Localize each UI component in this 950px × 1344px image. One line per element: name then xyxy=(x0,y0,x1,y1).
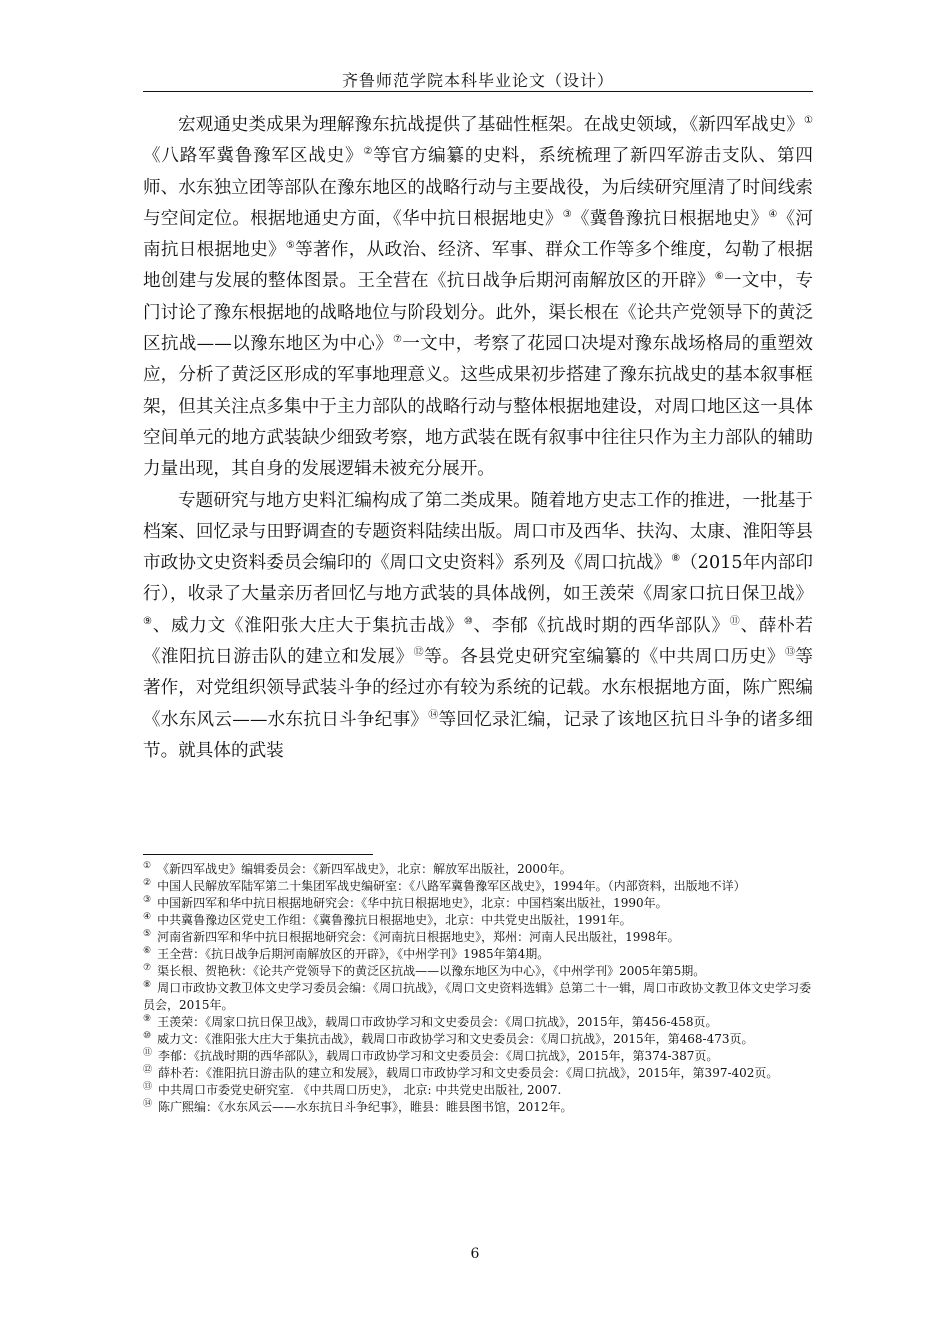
footnote-mark: ⑬ xyxy=(143,1082,153,1092)
footnote xyxy=(143,1099,813,1116)
header-divider xyxy=(143,91,813,92)
footnote xyxy=(143,1082,813,1099)
paragraph-text: （2015年内部印行），收录了大量亲历者回忆与地方武装的具体战例，如王羡荣《周家口抗日保卫战》 xyxy=(143,553,813,605)
footnote-reference: ⑬ xyxy=(784,647,796,659)
paragraph-text: 《冀鲁豫抗日根据地史》 xyxy=(571,208,769,229)
footnote-text: 中国新四军和华中抗日根据地研究会：《华中抗日根据地史》，北京：中国档案出版社，1990年。 xyxy=(157,896,668,910)
footnote xyxy=(143,1014,813,1031)
footnote-text: 中共周口市委党史研究室. 《中共周口历史》， 北京: 中共党史出版社, 2007. xyxy=(158,1083,562,1097)
footnote-text: 《新四军战史》编辑委员会：《新四军战史》，北京：解放军出版社，2000年。 xyxy=(157,862,572,876)
footnote xyxy=(143,1048,813,1065)
footnote-mark: ⑥ xyxy=(143,946,152,956)
footnote-text: 李郁：《抗战时期的西华部队》，载周口市政协学习和文史委员会：《周口抗战》，2015年，第374-387页。 xyxy=(158,1049,719,1063)
footnote-text: 中共冀鲁豫边区党史工作组：《冀鲁豫抗日根据地史》，北京：中共党史出版社，1991年。 xyxy=(157,913,632,927)
footnote-reference: ⑩ xyxy=(463,615,474,627)
paragraph xyxy=(143,486,813,768)
footnote-text: 王羡荣：《周家口抗日保卫战》，载周口市政协学习和文史委员会：《周口抗战》，2015年，第456-458页。 xyxy=(157,1015,718,1029)
footnote-text: 渠长根、贺艳秋：《论共产党领导下的黄泛区抗战——以豫东地区为中心》，《中州学刊》2005年第5期。 xyxy=(157,964,706,978)
footnote xyxy=(143,895,813,912)
paragraph xyxy=(143,110,813,486)
footnote-mark: ⑤ xyxy=(143,929,152,939)
footnote-text: 威力文：《淮阳张大庄大于集抗击战》，载周口市政协学习和文史委员会：《周口抗战》，2015年，第468-473页。 xyxy=(157,1032,754,1046)
footnote-mark: ⑭ xyxy=(143,1099,153,1109)
footnote-mark: ⑧ xyxy=(143,980,152,990)
footnote-mark: ⑩ xyxy=(143,1031,152,1041)
footnote-mark: ⑫ xyxy=(143,1065,153,1075)
footnote xyxy=(143,980,813,1014)
page-number: 6 xyxy=(470,1246,480,1262)
page-header: 齐鲁师范学院本科毕业论文（设计） xyxy=(341,71,614,90)
footnote xyxy=(143,1065,813,1082)
paragraph-text: 《河南抗日根据地史》 xyxy=(143,208,813,261)
paragraph-text: 等官方编纂的史料，系统梳理了新四军游击支队、第四师、水东独立团等部队在豫东地区的战略行动与主要战役，为后续研究厘清了时间线索与空间定位。根据地通史方面，《华中抗日根据地史》 xyxy=(143,146,813,229)
footnote-text: 陈广熙编：《水东风云——水东抗日斗争纪事》，睢县：睢县图书馆，2012年。 xyxy=(158,1100,573,1114)
footnote-mark: ③ xyxy=(143,895,152,905)
footnote-mark: ⑨ xyxy=(143,1014,152,1024)
paragraph-text: 等回忆录汇编，记录了该地区抗日斗争的诸多细节。就具体的武装 xyxy=(143,709,813,761)
footnote-mark: ② xyxy=(143,878,152,888)
paragraph-text: 等。各县党史研究室编纂的《中共周口历史》 xyxy=(424,647,785,668)
footnote-reference: ① xyxy=(804,115,813,127)
footnote-mark: ① xyxy=(143,861,152,871)
footnote-text: 中国人民解放军陆军第二十集团军战史编研室：《八路军冀鲁豫军区战史》，1994年。（内部资料，出版地不详） xyxy=(157,879,746,893)
footnote-reference: ⑦ xyxy=(392,334,403,346)
footnote-divider xyxy=(143,854,373,855)
footnote-text: 周口市政协文教卫体文史学习委员会编：《周口抗战》，《周口文史资料选辑》总第二十一辑，周口市政协文教卫体文史学习委员会，2015年。 xyxy=(143,981,812,1012)
paragraph-text: 专题研究与地方史料汇编构成了第二类成果。随着地方史志工作的推进，一批基于档案、回忆录与田野调查的专题资料陆续出版。周口市及西华、扶沟、太康、淮阳等县市政协文史资料委员会编印的《周口文史资料》系列及《周口抗战》 xyxy=(143,490,813,574)
footnotes xyxy=(143,861,813,1116)
footnote xyxy=(143,878,813,895)
footnote-reference: ④ xyxy=(768,209,778,221)
footnote-mark: ④ xyxy=(143,912,152,922)
paragraph-text: 、薛朴若《淮阳抗日游击队的建立和发展》 xyxy=(143,615,814,668)
footnote-text: 薛朴若：《淮阳抗日游击队的建立和发展》，载周口市政协学习和文史委员会：《周口抗战》，2015年，第397-402页。 xyxy=(158,1066,779,1080)
footnote-reference: ⑧ xyxy=(671,553,681,565)
footnote-reference: ⑥ xyxy=(714,271,724,283)
paragraph-text: 宏观通史类成果为理解豫东抗战提供了基础性框架。在战史领域，《新四军战史》 xyxy=(178,115,805,135)
footnote-reference: ② xyxy=(363,146,374,158)
footnote-reference: ⑫ xyxy=(413,647,425,659)
body-text xyxy=(143,110,813,767)
footnote-text: 河南省新四军和华中抗日根据地研究会：《河南抗日根据地史》，郑州：河南人民出版社，1998年。 xyxy=(157,930,680,944)
footnote-reference: ⑤ xyxy=(285,240,296,252)
footnote-reference: ⑪ xyxy=(729,615,741,627)
footnote-mark: ⑪ xyxy=(143,1048,153,1058)
footnote-text: 王全营：《抗日战争后期河南解放区的开辟》，《中州学刊》1985年第4期。 xyxy=(157,947,550,961)
footnote xyxy=(143,1031,813,1048)
paragraph-text: 等著作，从政治、经济、军事、群众工作等多个维度，勾勒了根据地创建与发展的整体图景。王全营在《抗日战争后期河南解放区的开辟》 xyxy=(143,240,813,292)
footnote xyxy=(143,912,813,929)
paragraph-text: 一文中，专门讨论了豫东根据地的战略地位与阶段划分。此外，渠长根在《论共产党领导下的黄泛区抗战——以豫东地区为中心》 xyxy=(143,271,813,355)
paragraph-text: 一文中，考察了花园口决堤对豫东战场格局的重塑效应，分析了黄泛区形成的军事地理意义。这些成果初步搭建了豫东抗战史的基本叙事框架，但其关注点多集中于主力部队的战略行动与整体根据地建设，对周口地区这一具体空间单元的地方武装缺少细致考察，地方武装在既有叙事中往往只作为主力部队的辅助力量出现，其自身的发展逻辑未被充分展开。 xyxy=(143,334,813,480)
footnote xyxy=(143,946,813,963)
paragraph-text: 等著作，对党组织领导武装斗争的经过亦有较为系统的记载。水东根据地方面，陈广熙编《水东风云——水东抗日斗争纪事》 xyxy=(143,647,813,730)
footnote xyxy=(143,963,813,980)
footnote-reference: ③ xyxy=(562,209,572,221)
paragraph-text: 《八路军冀鲁豫军区战史》 xyxy=(143,146,364,167)
footnote xyxy=(143,929,813,946)
footnote-reference: ⑭ xyxy=(428,709,439,721)
footnote-reference: ⑨ xyxy=(143,615,153,627)
footnote-mark: ⑦ xyxy=(143,963,152,973)
footnote xyxy=(143,861,813,878)
paragraph-text: 、李郁《抗战时期的西华部队》 xyxy=(473,615,730,636)
paragraph-text: 、威力文《淮阳张大庄大于集抗击战》 xyxy=(152,615,464,636)
